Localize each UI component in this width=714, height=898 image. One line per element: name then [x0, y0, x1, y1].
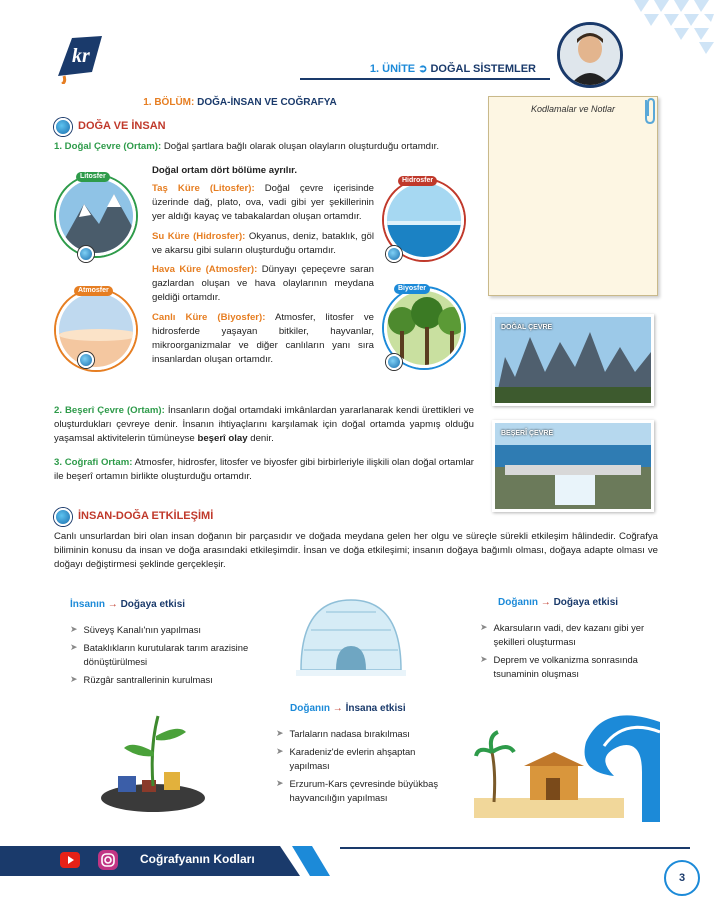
- sphere-biyosfer: [152, 311, 374, 367]
- item-text: Karadeniz'de evlerin ahşaptan yapılması: [289, 745, 416, 771]
- globe-icon: [78, 246, 94, 262]
- arrow-bullet-icon: ➤: [276, 727, 284, 738]
- from-label: Doğanın: [498, 597, 538, 608]
- item-text: Bataklıkların kurutularak tarım arazisine dönüştürülmesi: [83, 641, 249, 667]
- item-text: Süveyş Kanalı'nın yapılması: [83, 623, 202, 635]
- list-item: [70, 673, 260, 687]
- item3-text: Atmosfer, hidrosfer, litosfer ve biyosfer gibi birbirleriyle ilişkili olan doğal ortamlar ile beşerî ortamın birlikte oluşturduğu ortamdır.: [54, 457, 474, 482]
- item-text: Deprem ve volkanizma sonrasında tsunaminin oluşması: [493, 653, 638, 679]
- arrow-bullet-icon: ➤: [70, 673, 78, 684]
- to-label: Doğaya etkisi: [553, 597, 619, 608]
- col1-list: [70, 623, 260, 687]
- from-label: Doğanın: [290, 703, 330, 714]
- column-heading: [276, 702, 446, 717]
- curved-arrow-icon: →: [332, 703, 343, 714]
- sphere-name: Canlı Küre (Biyosfer):: [152, 312, 266, 324]
- column-heading: [70, 598, 260, 613]
- item-text: Erzurum-Kars çevresinde büyükbaş hayvancılığın yapılması: [289, 777, 439, 803]
- item1-paragraph: [54, 140, 474, 154]
- arrow-bullet-icon: ➤: [276, 777, 284, 788]
- sphere-text: Dünyayı çepeçevre saran gazlardan oluşan ve hava olaylarının meydana geldiği ortamdır.: [152, 264, 374, 304]
- section-doga-insan-title: [54, 118, 166, 136]
- author-avatar: [557, 22, 623, 88]
- item2-bold: beşerî olay: [197, 432, 248, 444]
- globe-icon: [54, 118, 72, 136]
- section1-title: DOĞA VE İNSAN: [78, 120, 166, 133]
- footer-text: Coğrafyanın Kodları: [140, 852, 255, 866]
- list-item: [480, 621, 650, 649]
- section-etkilesim-title: [54, 508, 213, 526]
- item3-label: 3. Coğrafi Ortam:: [54, 457, 133, 468]
- item1-text: Doğal şartlara bağlı olarak oluşan olayların oluşturduğu ortamdır.: [163, 141, 440, 152]
- arrow-bullet-icon: ➤: [70, 641, 78, 652]
- list-item: [70, 623, 260, 637]
- col3-list: [480, 621, 650, 681]
- item2-label: 2. Beşerî Çevre (Ortam):: [54, 405, 165, 416]
- litosfer-circle: [56, 173, 142, 266]
- to-label: Doğaya etkisi: [120, 599, 186, 610]
- sphere-name: Taş Küre (Litosfer):: [152, 182, 255, 194]
- bolum-label: 1. BÖLÜM:: [143, 97, 195, 108]
- youtube-icon[interactable]: [60, 852, 80, 868]
- unit-label: 1. ÜNİTE: [369, 63, 416, 75]
- insan-doga-column: [70, 598, 260, 691]
- spheres-block: [152, 164, 374, 367]
- item-text: Rüzgâr santrallerinin kurulması: [83, 673, 213, 685]
- arrow-bullet-icon: ➤: [480, 621, 488, 632]
- svg-text:kr: kr: [72, 45, 90, 67]
- globe-icon: [386, 354, 402, 370]
- sphere-atmosfer: [152, 263, 374, 305]
- list-item: [276, 727, 446, 741]
- hidrosfer-circle: [384, 177, 470, 270]
- notes-panel: [488, 96, 658, 296]
- item2-end: denir.: [250, 432, 274, 444]
- page-number: 3: [664, 860, 700, 896]
- list-item: [480, 653, 650, 681]
- hidrosfer-label: Hidrosfer: [398, 176, 437, 186]
- unit-title: DOĞAL SİSTEMLER: [430, 63, 536, 75]
- bolum-title: DOĞA-İNSAN VE COĞRAFYA: [197, 97, 337, 108]
- spheres-intro: Doğal ortam dört bölüme ayrılır.: [152, 165, 297, 176]
- sphere-hidrosfer: [152, 230, 374, 258]
- sphere-litosfer: [152, 182, 374, 224]
- beseri-cevre-photo: [492, 420, 654, 512]
- sphere-name: Su Küre (Hidrosfer):: [152, 230, 246, 242]
- item1-label: 1. Doğal Çevre (Ortam):: [54, 141, 162, 152]
- to-label: İnsana etkisi: [345, 703, 406, 714]
- sphere-text: Doğal çevre içerisinde üzerinde dağ, plato, ova, vadi gibi yer şekillerinin yer aldığı kayaç ve tabakalardan oluşan ortamdır.: [152, 182, 374, 222]
- tsunami-illustration: [474, 712, 660, 822]
- arrow-bullet-icon: ➤: [70, 623, 78, 634]
- item-text: Tarlaların nadasa bırakılması: [289, 727, 410, 739]
- instagram-icon[interactable]: [98, 850, 118, 870]
- col2-list: [276, 727, 446, 806]
- sphere-name: Hava Küre (Atmosfer):: [152, 264, 258, 276]
- globe-icon: [386, 246, 402, 262]
- curved-arrow-icon: →: [540, 597, 551, 608]
- paperclip-icon: [640, 96, 660, 126]
- arrow-bullet-icon: ➤: [480, 653, 488, 664]
- biyosfer-circle: [384, 285, 470, 378]
- notes-title: Kodlamalar ve Notlar: [530, 104, 616, 114]
- list-item: [276, 777, 446, 805]
- from-label: İnsanın: [70, 599, 106, 610]
- item3-paragraph: [54, 456, 474, 484]
- dogal-cevre-label: DOĞAL ÇEVRE: [501, 324, 553, 331]
- arrow-icon: ➲: [418, 63, 428, 75]
- item2-text: İnsanların doğal ortamdaki imkânlardan yararlanarak kendi ürettikleri ve oluşturdukları çevreye denir. İnsanın ihtiyaçlarını karşılamak için doğal ortamda yapmış olduğu yaşamsal aktivitelerin tümüneyse: [54, 405, 475, 444]
- publisher-logo: [52, 32, 114, 84]
- section2-title: İNSAN-DOĞA ETKİLEŞİMİ: [78, 510, 214, 523]
- globe-icon: [78, 352, 94, 368]
- atmosfer-circle: [56, 287, 142, 380]
- item2-paragraph: [54, 404, 474, 446]
- item-text: Akarsuların vadi, dev kazanı gibi yer şekilleri oluşturması: [493, 621, 645, 647]
- atmosfer-label: Atmosfer: [74, 286, 113, 296]
- beseri-cevre-label: BEŞERÎ ÇEVRE: [501, 430, 554, 437]
- sphere-text: Atmosfer, litosfer ve hidrosferde yaşayan bitkiler, hayvanlar, mikroorganizmalar ve diğer canlıların yanı sıra insanlardan oluşan ortamdır.: [152, 312, 375, 365]
- arrow-bullet-icon: ➤: [276, 745, 284, 756]
- doga-doga-column: [480, 596, 650, 685]
- section-heading: [0, 96, 480, 111]
- section2-paragraph: Canlı unsurlardan biri olan insan doğanın bir parçasıdır ve doğada meydana gelen her olgu ve süreçle sürekli etkileşim hâlindedir. Coğrafya biliminin konusu da insan ve doğa arasındaki etkileşimdir. İnsan ve doğa etkileşimi; insanın doğaya bağımlı olması, doğaya adapte olması ve doğayı değiştirmesi şeklinde gerçekleşir.: [54, 531, 658, 570]
- list-item: [276, 745, 446, 773]
- curved-arrow-icon: →: [107, 599, 118, 610]
- plant-garbage-illustration: [98, 706, 208, 814]
- sphere-text: Okyanus, deniz, bataklık, göl ve akarsu gibi suların oluşturduğu ortamdır.: [152, 230, 374, 256]
- unit-header: [300, 62, 550, 80]
- biyosfer-label: Biyosfer: [394, 284, 430, 294]
- globe-icon: [54, 508, 72, 526]
- dogal-cevre-photo: [492, 314, 654, 406]
- list-item: [70, 641, 260, 669]
- sky-image: [59, 293, 136, 370]
- mountain-image: [59, 179, 136, 256]
- litosfer-label: Litosfer: [76, 172, 110, 182]
- doga-insan-column: [276, 702, 446, 809]
- column-heading: [480, 596, 650, 611]
- igloo-illustration: [296, 590, 406, 680]
